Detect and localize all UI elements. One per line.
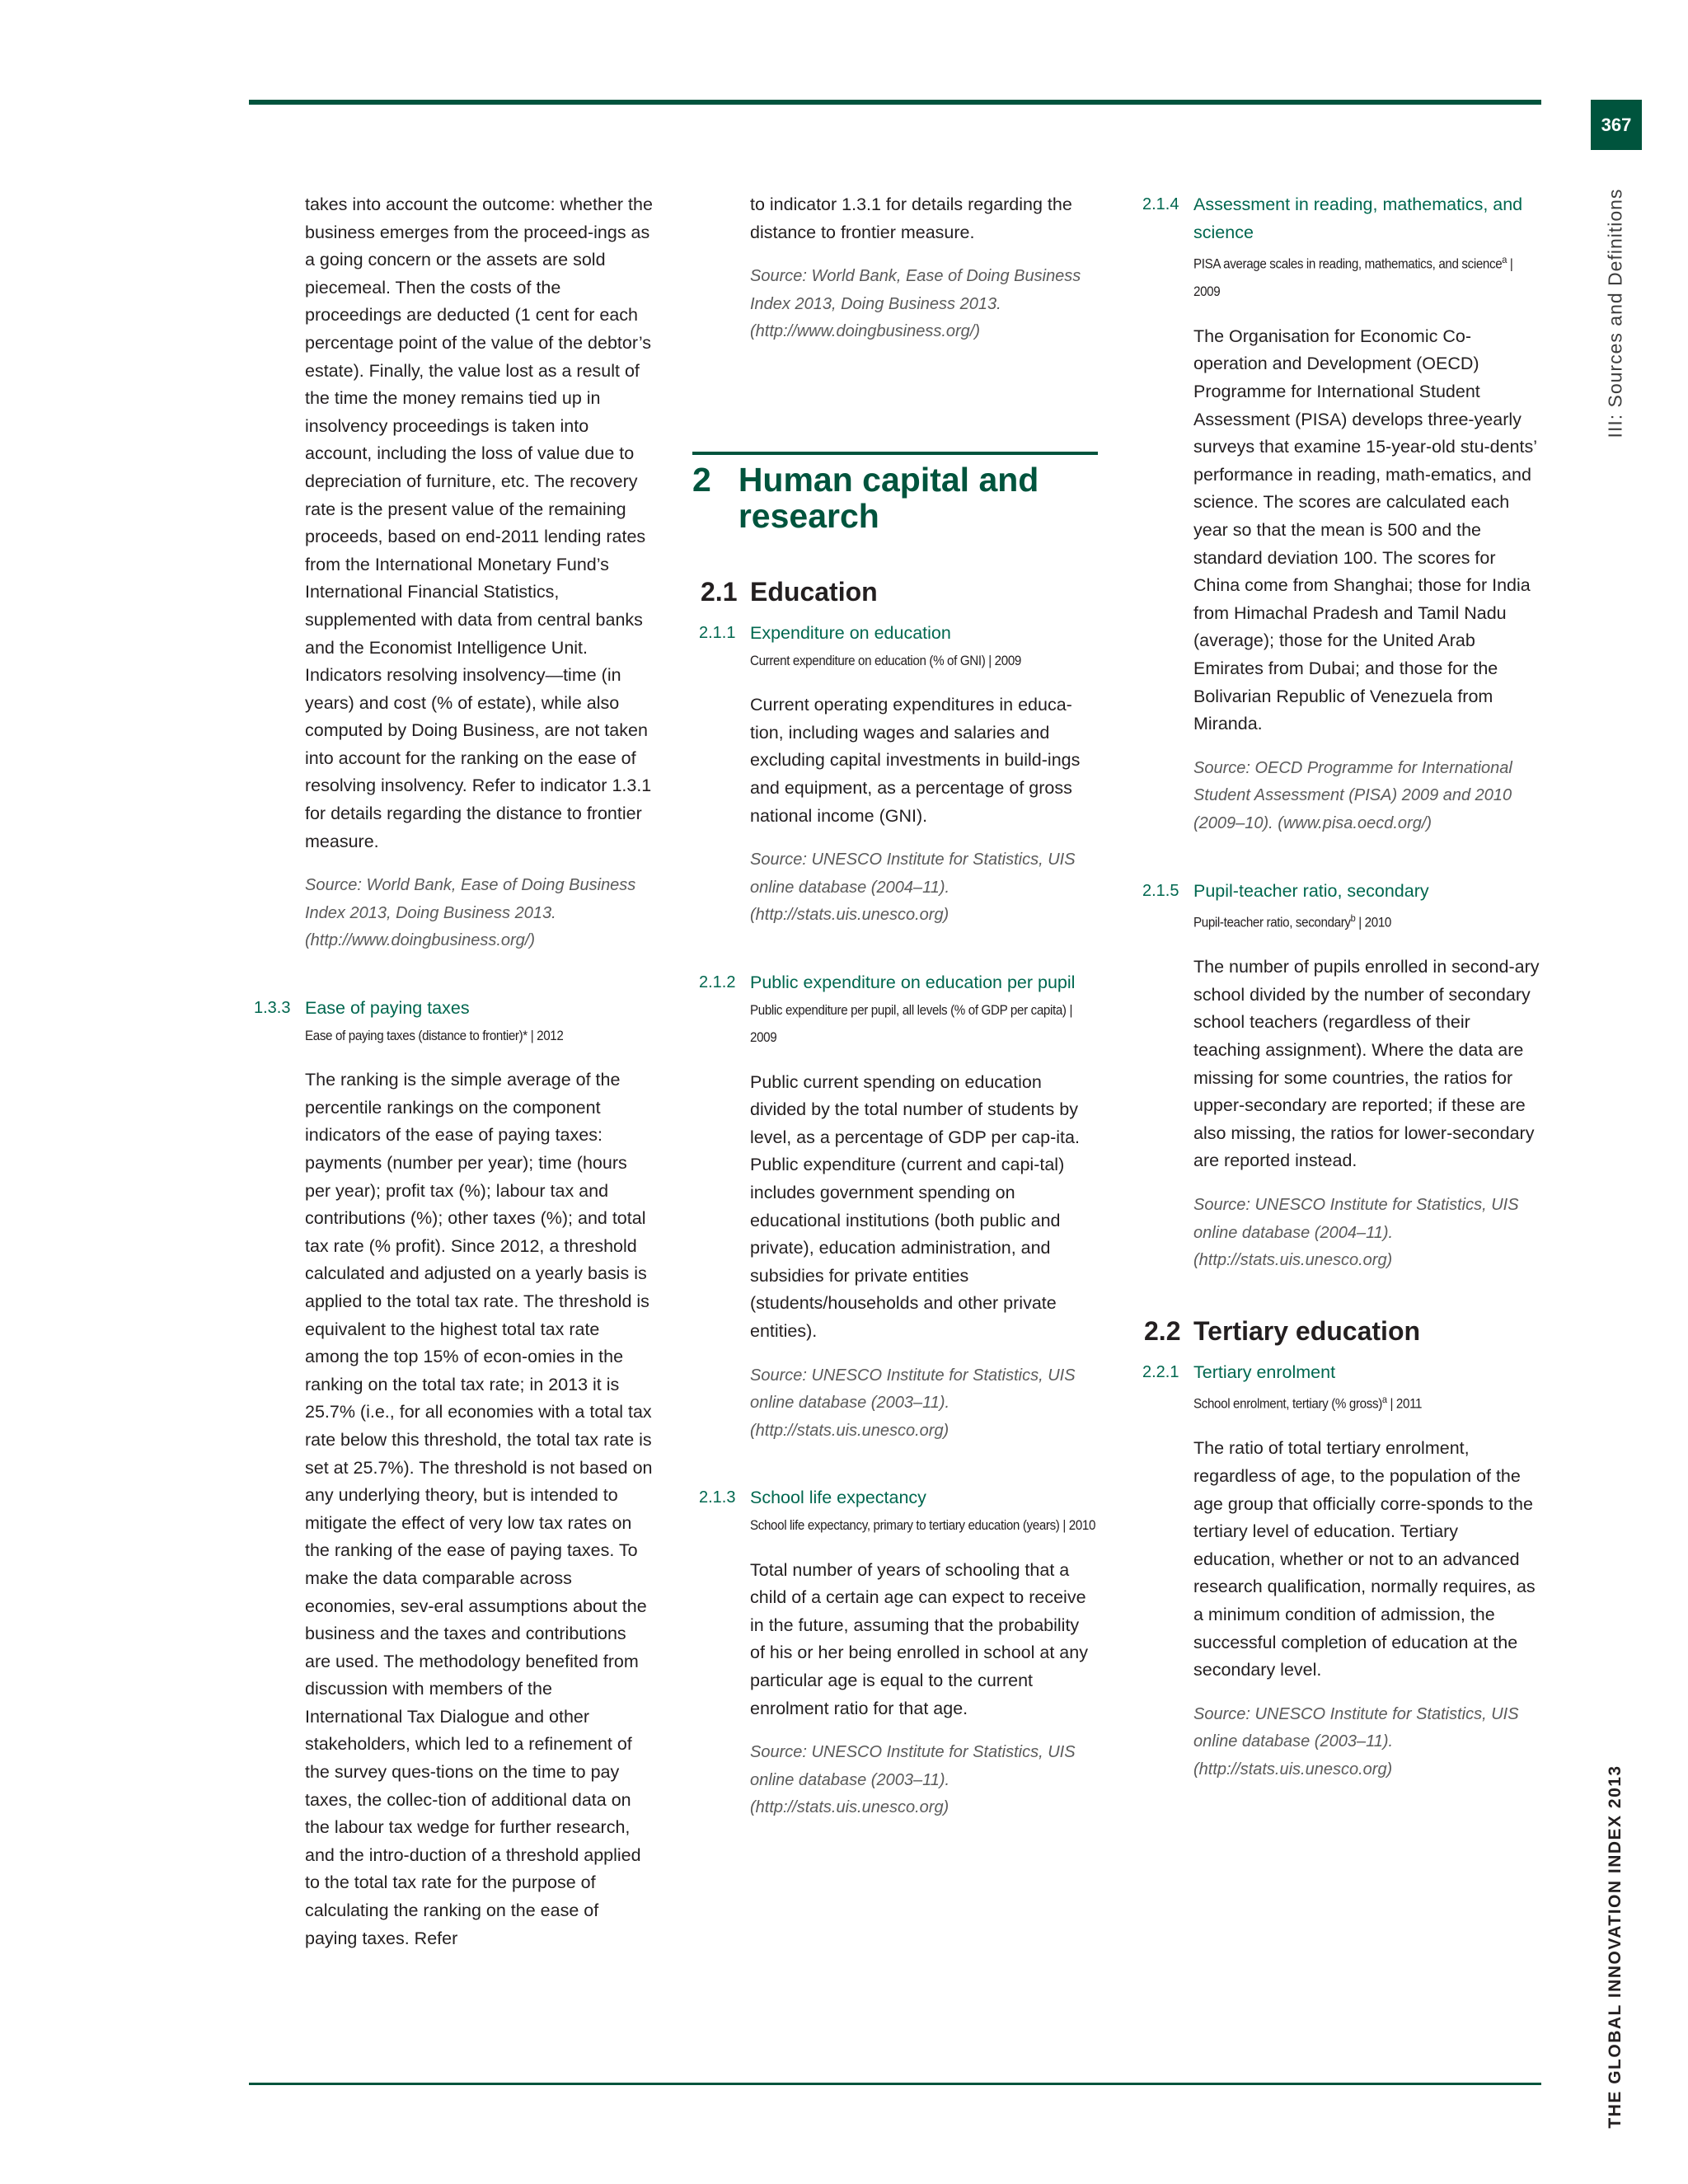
indicator-title: Public expenditure on education per pupil [750, 972, 1076, 992]
indicator-description: PISA average scales in reading, mathematics, and science$^a$ | 2009 [1193, 254, 1513, 300]
source-note: Source: UNESCO Institute for Statistics, UIS online database (2003–11). (http://stats.uis.unesco.org) [1193, 1704, 1519, 1779]
section-heading [701, 575, 1098, 608]
top-rule [249, 100, 1541, 105]
source-note: Source: World Bank, Ease of Doing Business Index 2013, Doing Business 2013. (http://www.doingbusiness.org/) [305, 876, 636, 950]
indicator-description: Public expenditure per pupil, all levels (% of GDP per capita) | 2009 [750, 1002, 1073, 1046]
indicator-number: 1.3.3 [254, 999, 291, 1018]
indicator-number: 2.1.5 [1142, 881, 1179, 900]
publication-title: THE GLOBAL INNOVATION INDEX 2013 [1606, 1765, 1625, 2129]
source-note: Source: UNESCO Institute for Statistics, UIS online database (2004–11). (http://stats.uis.unesco.org) [750, 851, 1076, 925]
indicator-heading [1142, 191, 1541, 246]
paragraph: Total number of years of schooling that a child of a certain age can expect to receive in the future, assuming that the probability of his or her being enrolled in school at any particular age is equal to the current enrolment ratio for that age. [750, 1559, 1088, 1718]
paragraph: The number of pupils enrolled in second-ary school divided by the number of secondary school teachers (regardless of their teaching assignment). Where the data are missing for some countries, the ratios for upper-secondary are reported; if these are also missing, the ratios for lower-secondary are reported instead. [1193, 957, 1540, 1171]
bottom-rule [249, 2083, 1541, 2085]
column-3 [1142, 191, 1541, 1801]
source-note: Source: UNESCO Institute for Statistics, UIS online database (2004–11). (http://stats.uis.unesco.org) [1193, 1196, 1519, 1270]
indicator-heading [699, 969, 1098, 997]
paragraph: Current operating expenditures in educa-tion, including wages and salaries and excluding capital investments in build-ings and equipment, as a percentage of gross national income (GNI). [750, 695, 1081, 826]
section-heading [1144, 1315, 1541, 1347]
page-number: 367 [1591, 100, 1642, 150]
section-title: III: Sources and Definitions [1604, 188, 1626, 438]
indicator-heading [699, 620, 1098, 648]
section-title-text: Education [750, 576, 878, 607]
chapter-heading [692, 452, 1098, 534]
paragraph: The ratio of total tertiary enrolment, regardless of age, to the population of the age group that officially corre-sponds to the tertiary level of education. Tertiary education, whether or not to an advanced research qualification, normally requires, as a minimum condition of admission, the successful completion of education at the secondary level. [1193, 1438, 1536, 1680]
section-number: 2.2 [1144, 1315, 1181, 1346]
indicator-description: Current expenditure on education (% of GNI) | 2009 [750, 653, 1021, 668]
paragraph: to indicator 1.3.1 for details regarding the distance to frontier measure. [750, 194, 1072, 242]
source-note: Source: OECD Programme for International Student Assessment (PISA) 2009 and 2010 (2009–10). (www.pisa.oecd.org/) [1193, 758, 1512, 832]
indicator-heading [699, 1484, 1098, 1512]
indicator-description: Ease of paying taxes (distance to frontier)* | 2012 [305, 1028, 564, 1043]
indicator-title: Pupil-teacher ratio, secondary [1193, 880, 1429, 901]
indicator-heading [1142, 878, 1541, 906]
indicator-number: 2.2.1 [1142, 1362, 1179, 1381]
indicator-heading [254, 995, 653, 1023]
indicator-title: Tertiary enrolment [1193, 1361, 1336, 1382]
indicator-heading [1142, 1359, 1541, 1387]
indicator-description: School life expectancy, primary to tertiary education (years) | 2010 [750, 1518, 1096, 1533]
paragraph: The Organisation for Economic Co-operation and Development (OECD) Programme for International Student Assessment (PISA) develops three-yearly surveys that examine 15-year-old stu-dents’ performance in reading, math-ematics, and science. The scores are calculated each year so that the mean is 500 and the standard deviation 100. The scores for China come from Shanghai; those for India from Himachal Pradesh and Tamil Nadu (average); those for the United Arab Emirates from Dubai; and those for the Bolivarian Republic of Venezuela from Miranda. [1193, 326, 1537, 734]
indicator-description: Pupil-teacher ratio, secondary$^b$ | 2010 [1193, 912, 1391, 930]
indicator-number: 2.1.1 [699, 623, 736, 642]
source-note: Source: World Bank, Ease of Doing Business Index 2013, Doing Business 2013. (http://www.doingbusiness.org/) [750, 267, 1081, 341]
chapter-title: Human capital and research [738, 460, 1039, 535]
paragraph: takes into account the outcome: whether the business emerges from the proceed-ings as a going concern or the assets are sold piecemeal. Then the costs of the proceedings are deducted (1 cent for each percentage point of the value of the debtor’s estate). Finally, the value lost as a result of the time the money remains tied up in insolvency proceedings is taken into account, including the loss of value due to depreciation of furniture, etc. The recovery rate is the present value of the remaining proceeds, based on end-2011 lending rates from the International Monetary Fund’s International Financial Statistics, supplemented with data from central banks and the Economist Intelligence Unit. Indicators resolving insolvency—time (in years) and cost (% of estate), while also computed by Doing Business, are not taken into account for the ranking on the ease of resolving insolvency. Refer to indicator 1.3.1 for details regarding the distance to frontier measure. [305, 194, 653, 851]
section-title-text: Tertiary education [1193, 1315, 1421, 1346]
source-note: Source: UNESCO Institute for Statistics, UIS online database (2003–11). (http://stats.uis.unesco.org) [750, 1743, 1076, 1817]
indicator-number: 2.1.3 [699, 1488, 736, 1507]
indicator-title: Expenditure on education [750, 622, 951, 643]
source-note: Source: UNESCO Institute for Statistics, UIS online database (2003–11). (http://stats.uis.unesco.org) [750, 1366, 1076, 1440]
chapter-number: 2 [692, 460, 711, 499]
indicator-title: School life expectancy [750, 1488, 926, 1508]
column-1 [254, 191, 653, 1969]
indicator-title: Assessment in reading, mathematics, and science [1193, 194, 1523, 242]
paragraph: The ranking is the simple average of the percentile rankings on the component indicators of the ease of paying taxes: payments (number per year); time (hours per year); profit tax (%); labour tax and contributions (%); other taxes (%); and total tax rate (% profit). Since 2012, a threshold calculated and adjusted on a yearly basis is applied to the total tax rate. The threshold is equivalent to the highest total tax rate among the top 15% of econ-omies in the ranking on the total tax rate; in 2013 it is 25.7% (i.e., for all economies with a total tax rate below this threshold, the total tax rate is set at 25.7%). The threshold is not based on any underlying theory, but is intended to mitigate the effect of very low tax rates on the ranking of the ease of paying taxes. To make the data comparable across economies, sev-eral assumptions about the business and the taxes and contributions are used. The methodology benefited from discussion with members of the International Tax Dialogue and other stakeholders, which led to a refinement of the survey ques-tions on the time to pay taxes, the collec-tion of additional data on the labour tax wedge for further research, and the intro-duction of a threshold applied to the total tax rate for the purpose of calculating the ranking on the ease of paying taxes. Refer [305, 1070, 653, 1948]
indicator-number: 2.1.2 [699, 972, 736, 991]
indicator-title: Ease of paying taxes [305, 998, 470, 1019]
indicator-description: School enrolment, tertiary (% gross)$^a$ | 2011 [1193, 1394, 1423, 1412]
paragraph: Public current spending on education divided by the total number of students by level, as a percentage of GDP per cap-ita. Public expenditure (current and capi-tal) includes government spending on educational institutions (both public and private), education administration, and subsidies for private entities (students/households and other private entities). [750, 1071, 1080, 1342]
column-2 [692, 191, 1098, 1839]
indicator-number: 2.1.4 [1142, 195, 1179, 213]
section-number: 2.1 [701, 576, 738, 607]
